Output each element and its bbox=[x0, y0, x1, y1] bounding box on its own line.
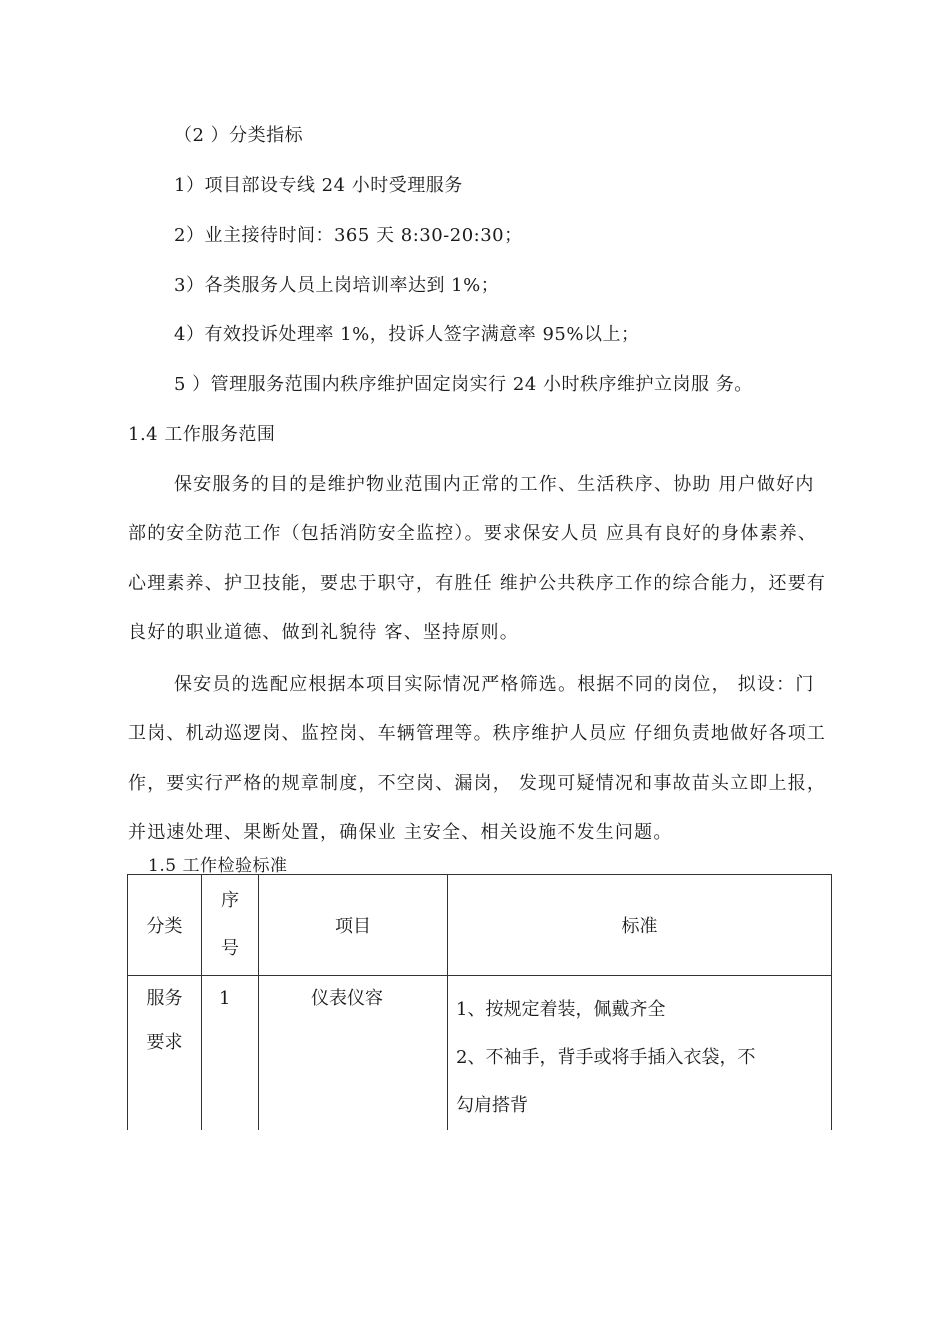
standards-table bbox=[127, 874, 832, 1130]
paragraph-line: 保安服务的目的是维护物业范围内正常的工作、生活秩序、协助 用户做好内 bbox=[174, 474, 815, 495]
header-standard: 标准 bbox=[448, 875, 832, 976]
indicator-item-5: 5 ）管理服务范围内秩序维护固定岗实行 24 小时秩序维护立岗服 务。 bbox=[174, 374, 753, 395]
header-seq: 序 号 bbox=[202, 875, 259, 976]
indicator-item-3: 3）各类服务人员上岗培训率达到 1%； bbox=[174, 275, 500, 296]
paragraph-line: 良好的职业道德、做到礼貌待 客、坚持原则。 bbox=[128, 622, 519, 643]
paragraph-line: 保安员的选配应根据本项目实际情况严格筛选。根据不同的岗位， 拟设：门 bbox=[174, 674, 815, 695]
row-item: 仪表仪容 bbox=[259, 976, 448, 1131]
paragraph-line: 心理素养、护卫技能，要忠于职守，有胜任 维护公共秩序工作的综合能力，还要有 bbox=[128, 573, 827, 594]
table-header-row bbox=[128, 875, 832, 976]
indicator-item-4: 4）有效投诉处理率 1%，投诉人签字满意率 95%以上； bbox=[174, 324, 640, 345]
indicator-item-2: 2）业主接待时间：365 天 8:30-20:30； bbox=[174, 225, 523, 246]
indicator-item-1: 1）项目部设专线 24 小时受理服务 bbox=[174, 175, 463, 196]
table-row bbox=[128, 976, 832, 1131]
header-category: 分类 bbox=[128, 875, 202, 976]
header-item: 项目 bbox=[259, 875, 448, 976]
scope-heading: 1.4 工作服务范围 bbox=[128, 424, 276, 445]
indicators-heading: （2 ）分类指标 bbox=[174, 125, 304, 146]
row-seq: 1 bbox=[202, 976, 259, 1131]
standards-heading: 1.5 工作检验标准 bbox=[148, 856, 288, 876]
paragraph-line: 作，要实行严格的规章制度，不空岗、漏岗， 发现可疑情况和事故苗头立即上报， bbox=[128, 773, 827, 794]
paragraph-line: 卫岗、机动巡逻岗、监控岗、车辆管理等。秩序维护人员应 仔细负责地做好各项工 bbox=[128, 723, 827, 744]
row-standard: 1、按规定着装，佩戴齐全 2、不袖手，背手或将手插入衣袋，不 勾肩搭背 bbox=[448, 976, 832, 1131]
paragraph-line: 部的安全防范工作（包括消防安全监控）。要求保安人员 应具有良好的身体素养、 bbox=[128, 523, 818, 544]
row-category: 服务 要求 bbox=[128, 976, 202, 1131]
paragraph-line: 并迅速处理、果断处置，确保业 主安全、相关设施不发生问题。 bbox=[128, 822, 673, 843]
